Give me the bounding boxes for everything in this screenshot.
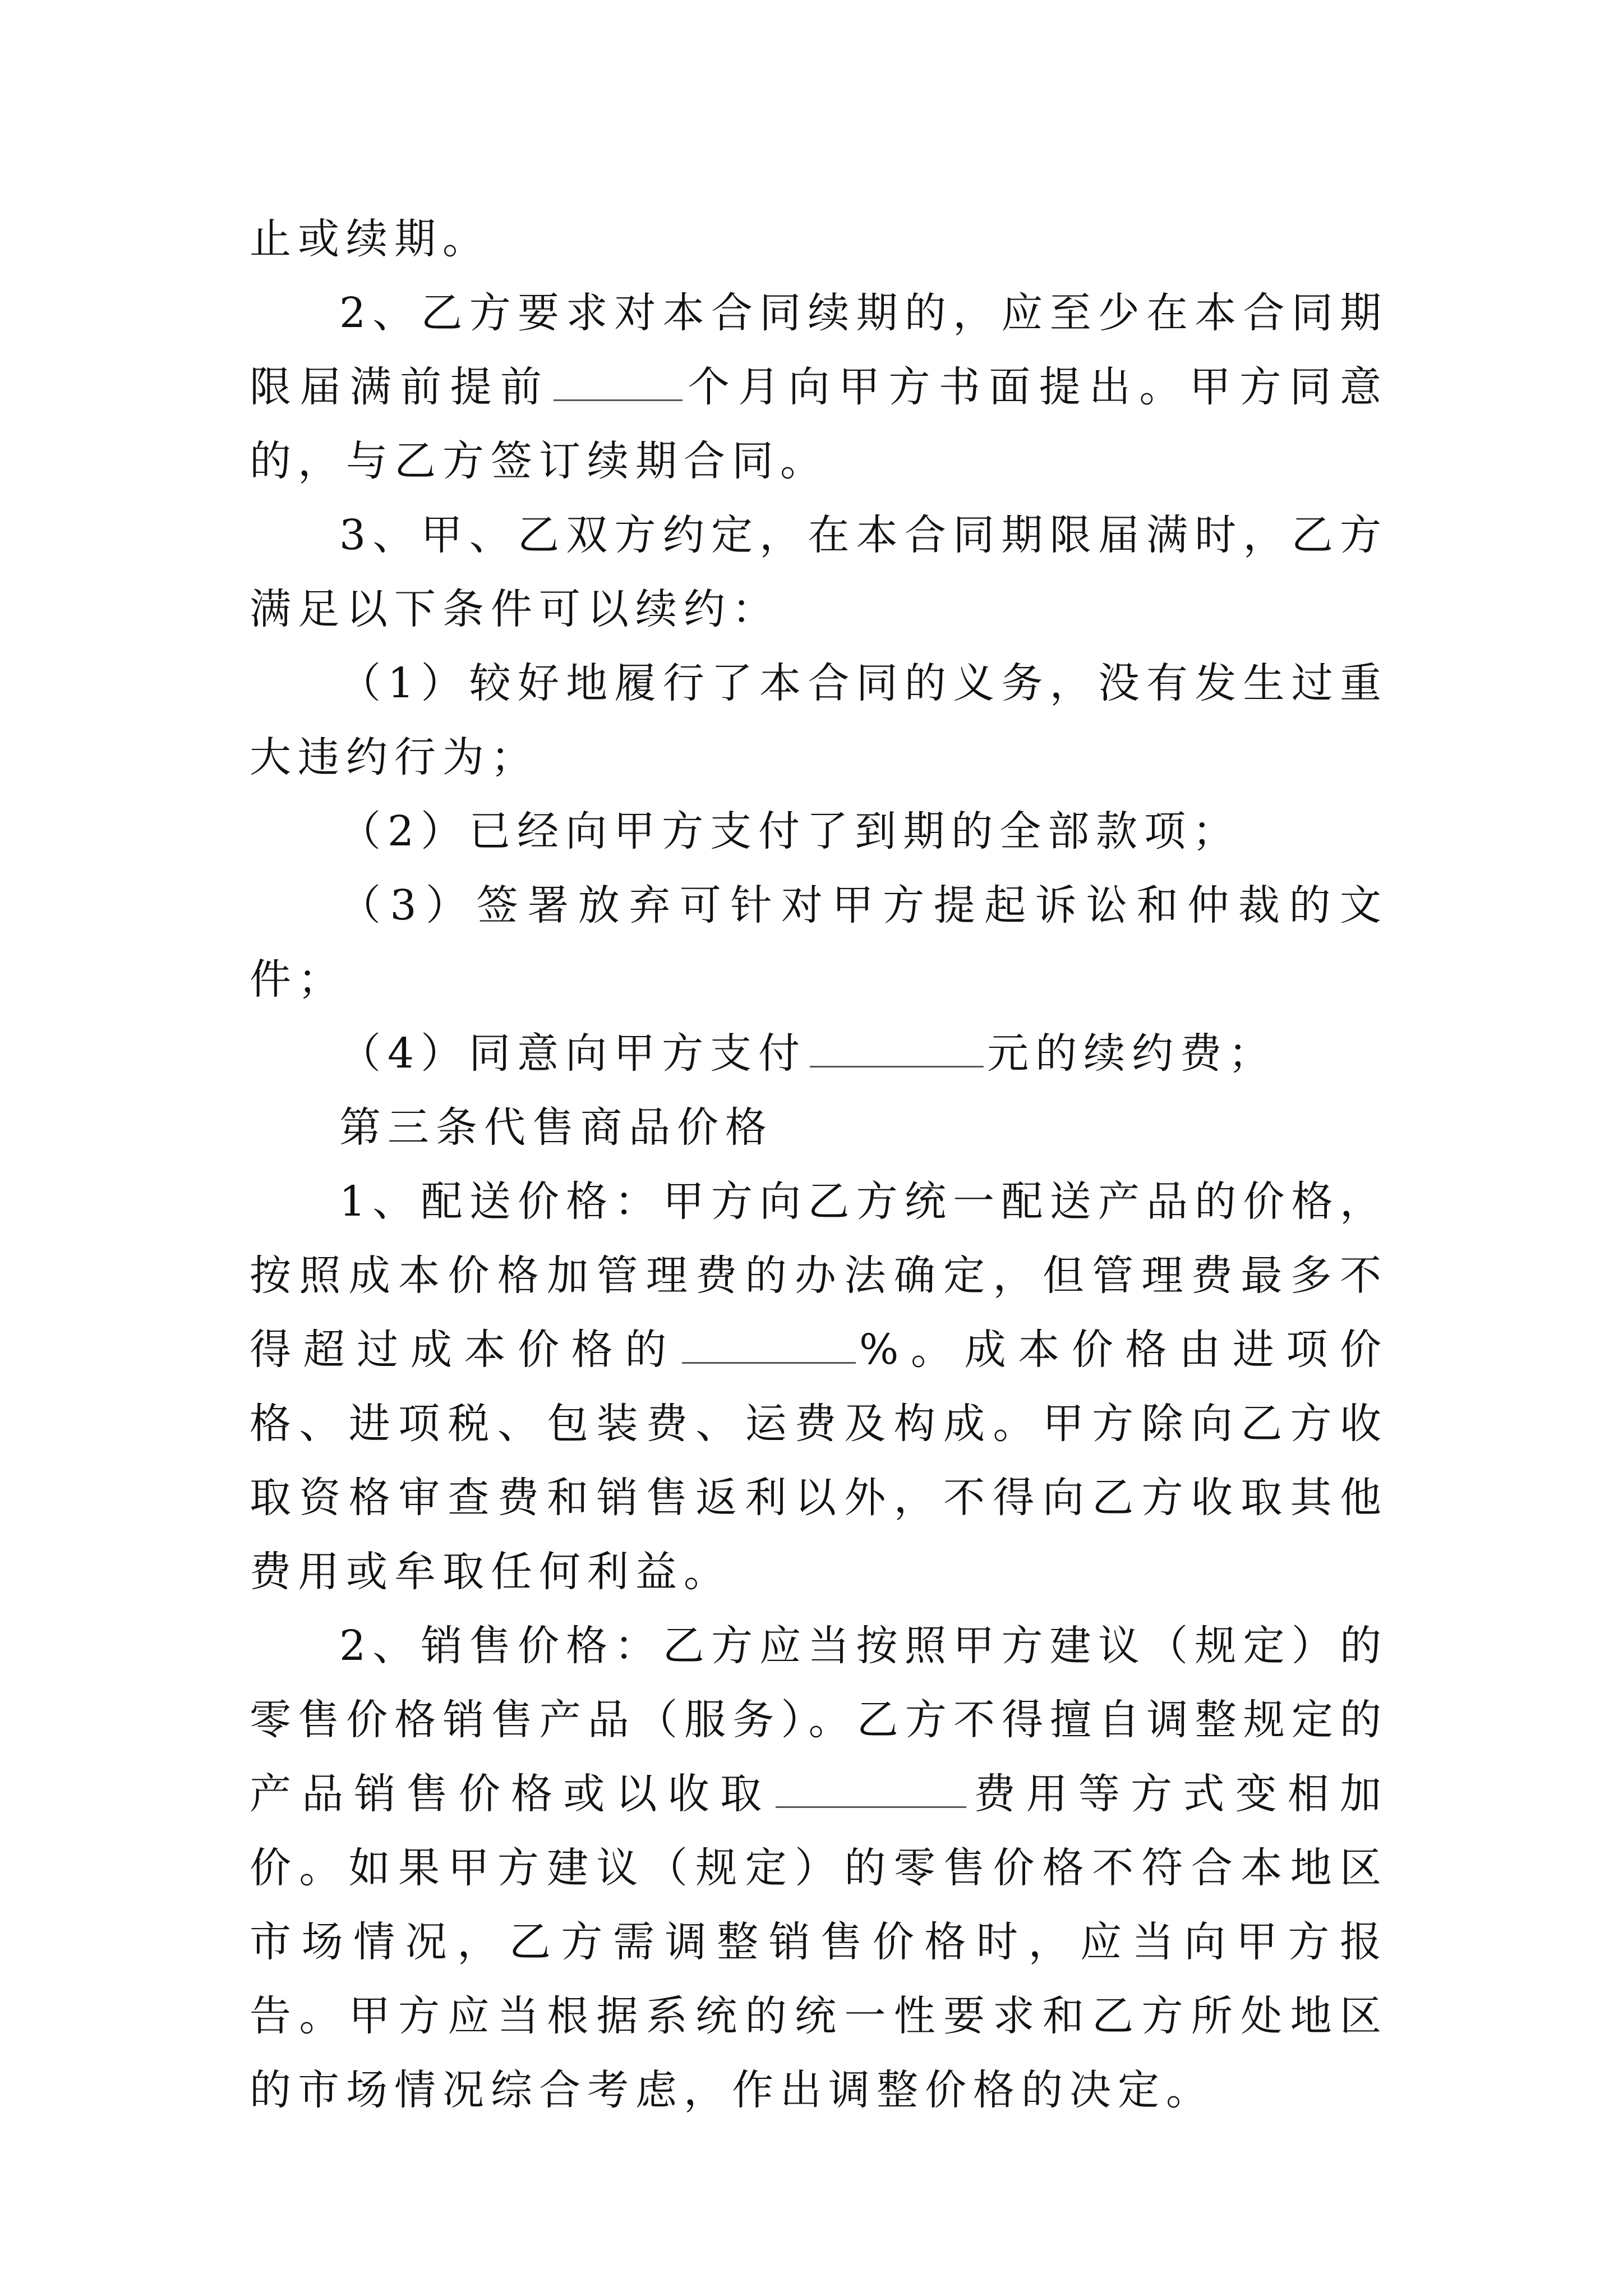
paragraph-text: （4）同意向甲方支付 <box>339 1029 807 1078</box>
paragraph-text: 个月向甲方书面提出。甲方同意的，与乙方签订续期合同。 <box>250 363 1389 485</box>
paragraph-text: 元的续约费； <box>987 1029 1277 1078</box>
blank-fee-name-field[interactable] <box>776 1767 966 1808</box>
paragraph-renewal-notice <box>250 276 1388 498</box>
paragraph-text: 1、配送价格：甲方向乙方统一配送产品的价格，按照成本价格加管理费的办法确定，但管理费最多不得超过成本价格的 <box>250 1177 1388 1374</box>
paragraph-continuation: 止或续期。 <box>250 215 491 263</box>
paragraph-sales-price <box>250 1609 1388 2127</box>
condition-item-2: （2）已经向甲方支付了到期的全部款项； <box>339 807 1241 855</box>
document-body <box>250 202 1388 2127</box>
paragraph-text: 2、乙方要求对本合同续期的，应至少在本合同期限届满前提前 <box>250 289 1388 411</box>
section-heading-article-3: 第三条代售商品价格 <box>339 1103 773 1152</box>
blank-management-fee-percent-field[interactable] <box>682 1323 856 1364</box>
blank-renewal-fee-field[interactable] <box>810 1027 984 1068</box>
paragraph-text: %。成本价格由进项价格、进项税、包装费、运费及构成。甲方除向乙方收取资格审查费和销售返利以外，不得向乙方收取其他费用或牟取任何利益。 <box>250 1326 1388 1596</box>
paragraph-text: 费用等方式变相加价。如果甲方建议（规定）的零售价格不符合本地区市场情况，乙方需调整销售价格时，应当向甲方报告。甲方应当根据系统的统一性要求和乙方所处地区的市场情况综合考虑，作出调整价格的决定。 <box>250 1770 1389 2114</box>
blank-months-field[interactable] <box>554 360 683 401</box>
condition-item-3: （3）签署放弃可针对甲方提起诉讼和仲裁的文件； <box>250 881 1388 1004</box>
paragraph-delivery-price <box>250 1165 1388 1609</box>
paragraph-text: 2、销售价格：乙方应当按照甲方建议（规定）的零售价格销售产品（服务）。乙方不得擅自调整规定的产品销售价格或以收取 <box>250 1622 1388 1818</box>
condition-item-1: （1）较好地履行了本合同的义务，没有发生过重大违约行为； <box>250 659 1388 781</box>
paragraph-renewal-conditions: 3、甲、乙双方约定，在本合同期限届满时，乙方满足以下条件可以续约： <box>250 511 1388 633</box>
condition-item-4 <box>250 1016 1388 1091</box>
